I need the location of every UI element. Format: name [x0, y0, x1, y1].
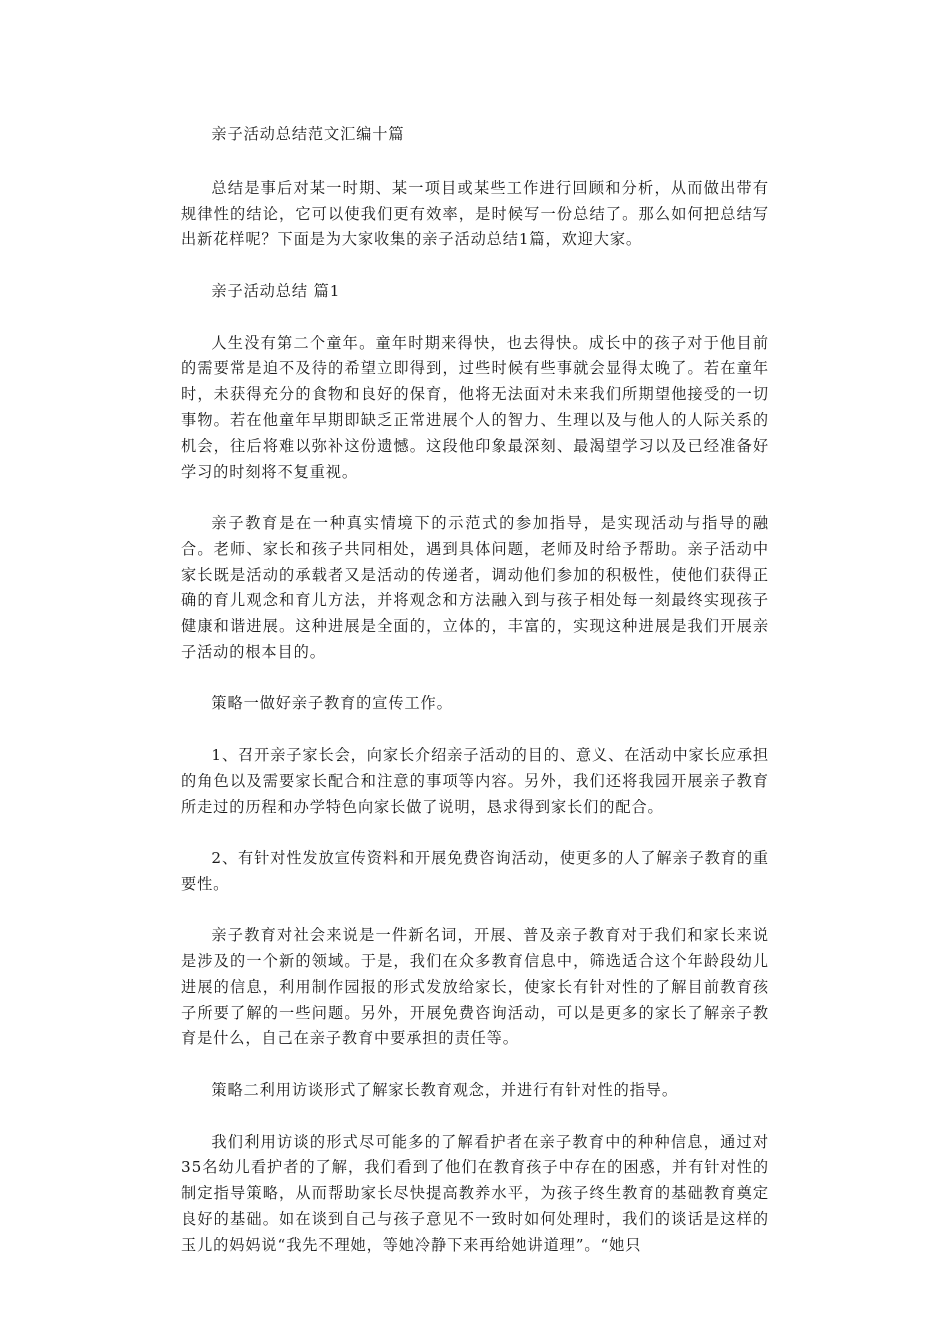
- body-paragraph: 1、召开亲子家长会，向家长介绍亲子活动的目的、意义、在活动中家长应承担的角色以及需要家长配合和注意的事项等内容。另外，我们还将我园开展亲子教育所走过的历程和办学特色向家长做了说明，恳求得到家长们的配合。: [181, 746, 769, 816]
- body-paragraph: 我们利用访谈的形式尽可能多的了解看护者在亲子教育中的种种信息，通过对35名幼儿看护者的了解，我们看到了他们在教育孩子中存在的困惑，并有针对性的制定指导策略，从而帮助家长尽快提高教养水平，为孩子终生教育的基础教育奠定良好的基础。如在谈到自己与孩子意见不一致时如何处理时，我们的谈话是这样的玉儿的妈妈说“我先不理她，等她冷静下来再给她讲道理”。“她只: [181, 1132, 769, 1254]
- document-page: [181, 122, 769, 1284]
- section-heading: 亲子活动总结 篇1: [211, 281, 341, 300]
- body-paragraph: 亲子教育对社会来说是一件新名词，开展、普及亲子教育对于我们和家长来说是涉及的一个新的领域。于是，我们在众多教育信息中，筛选适合这个年龄段幼儿进展的信息，利用制作园报的形式发放给家长，使家长有针对性的了解目前教育孩子所要了解的一些问题。另外，开展免费咨询活动，可以是更多的家长了解亲子教育是什么，自己在亲子教育中要承担的责任等。: [181, 926, 769, 1048]
- body-paragraph: 亲子教育是在一种真实情境下的示范式的参加指导，是实现活动与指导的融合。老师、家长和孩子共同相处，遇到具体问题，老师及时给予帮助。亲子活动中家长既是活动的承载者又是活动的传递者，调动他们参加的积极性，使他们获得正确的育儿观念和育儿方法，并将观念和方法融入到与孩子相处每一刻最终实现孩子健康和谐进展。这种进展是全面的，立体的，丰富的，实现这种进展是我们开展亲子活动的根本目的。: [181, 513, 769, 661]
- intro-paragraph: 总结是事后对某一时期、某一项目或某些工作进行回顾和分析，从而做出带有规律性的结论，它可以使我们更有效率，是时候写一份总结了。那么如何把总结写出新花样呢？下面是为大家收集的亲子活动总结1篇，欢迎大家。: [181, 178, 769, 249]
- document-title: 亲子活动总结范文汇编十篇: [211, 125, 405, 143]
- body-paragraph: 2、有针对性发放宣传资料和开展免费咨询活动，使更多的人了解亲子教育的重要性。: [181, 849, 769, 893]
- strategy-heading: 策略一做好亲子教育的宣传工作。: [211, 694, 453, 713]
- strategy-heading: 策略二利用访谈形式了解家长教育观念，并进行有针对性的指导。: [211, 1080, 678, 1099]
- body-paragraph: 人生没有第二个童年。童年时期来得快，也去得快。成长中的孩子对于他目前的需要常是迫不及待的希望立即得到，过些时候有些事就会显得太晚了。若在童年时，未获得充分的食物和良好的保育，他将无法面对未来我们所期望他接受的一切事物。若在他童年早期即缺乏正常进展个人的智力、生理以及与他人的人际关系的机会，往后将难以弥补这份遗憾。这段他印象最深刻、最渴望学习以及已经准备好学习的时刻将不复重视。: [181, 333, 769, 481]
